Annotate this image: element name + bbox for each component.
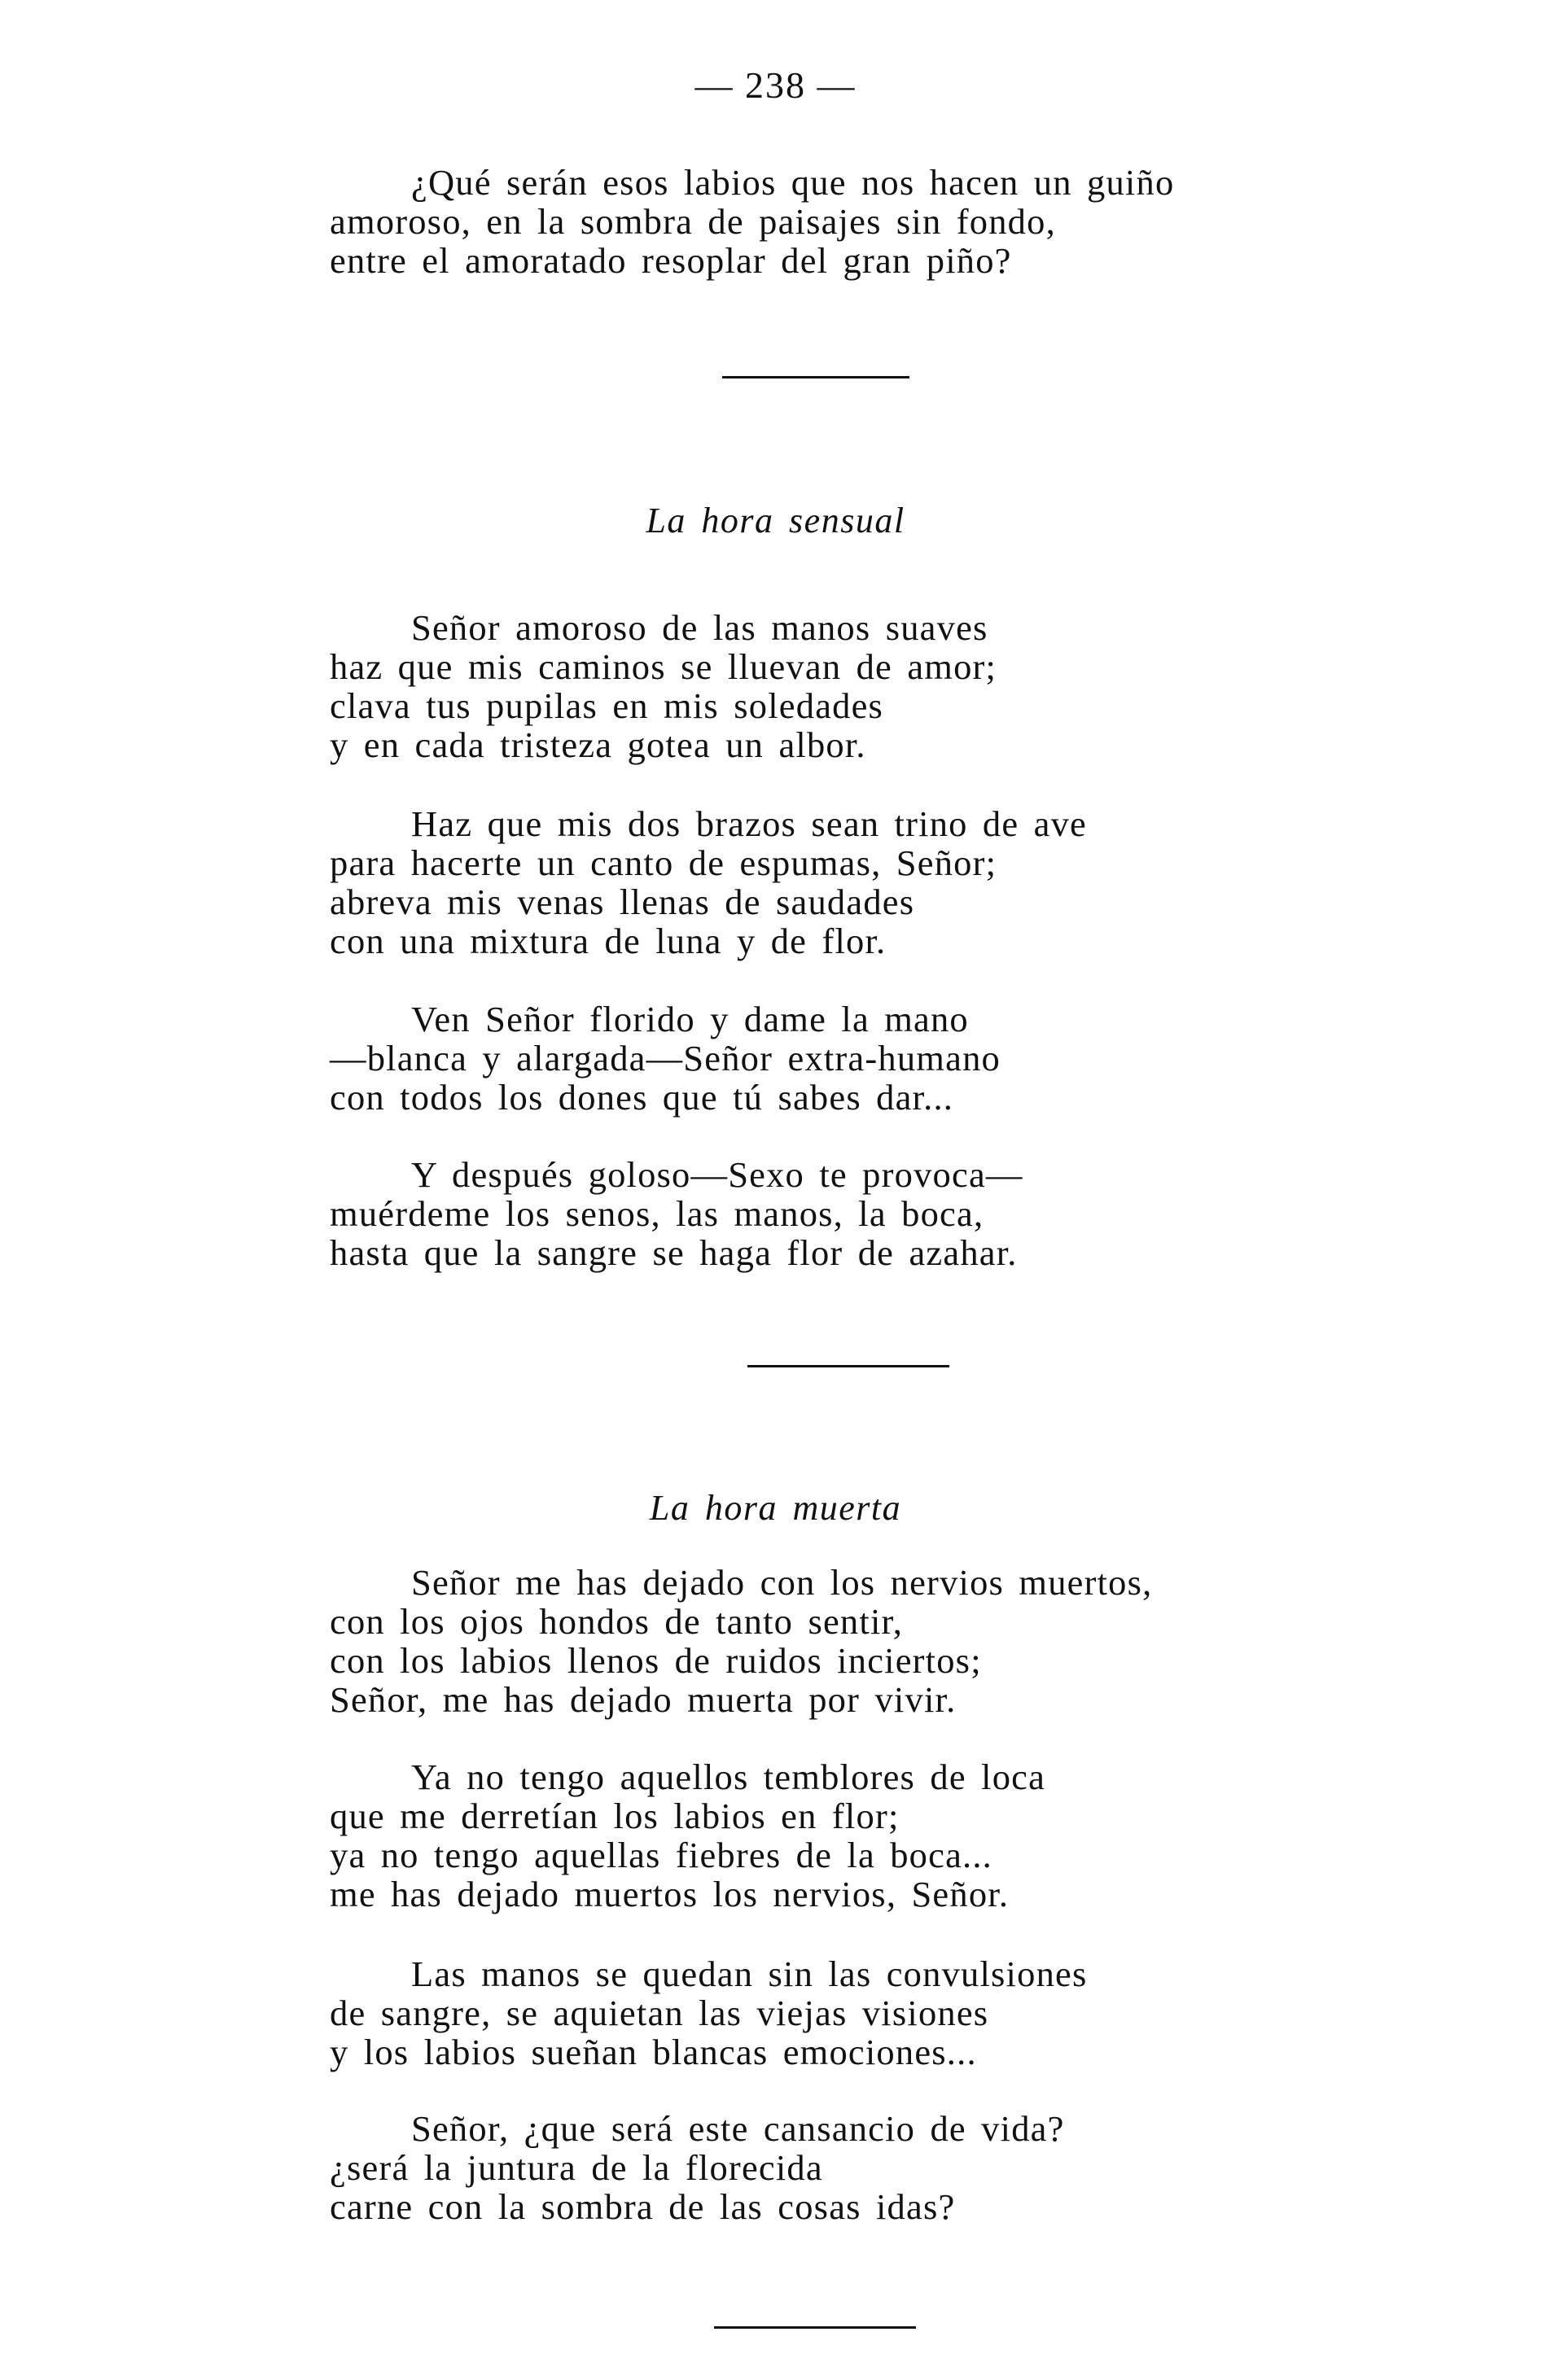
section-divider: [747, 1365, 949, 1367]
verse-line: hasta que la sangre se haga flor de azahar.: [330, 1232, 1018, 1273]
verse-line: para hacerte un canto de espumas, Señor;: [330, 842, 997, 883]
stanza-muerta-3: [330, 1954, 1339, 2072]
poem-title-muerta: La hora muerta: [649, 1488, 902, 1528]
verse-line: Señor, ¿que será este cansancio de vida?: [411, 2108, 1065, 2149]
verse-line: Ven Señor florido y dame la mano: [411, 999, 969, 1039]
verse-line: carne con la sombra de las cosas idas?: [330, 2186, 956, 2227]
verse-line: con los labios llenos de ruidos inciertos;: [330, 1640, 982, 1681]
verse-line: entre el amoratado resoplar del gran piño?: [330, 240, 1012, 281]
verse-line: Las manos se quedan sin las convulsiones: [411, 1953, 1088, 1994]
stanza-muerta-1: [330, 1563, 1339, 1719]
verse-line: y los labios sueñan blancas emociones...: [330, 2032, 977, 2072]
verse-line: de sangre, se aquietan las viejas visiones: [330, 1993, 989, 2033]
verse-line: amoroso, en la sombra de paisajes sin fondo,: [330, 201, 1056, 242]
verse-line: y en cada tristeza gotea un albor.: [330, 724, 866, 765]
section-divider: [714, 2326, 916, 2329]
intro-stanza: [330, 163, 1339, 280]
verse-line: haz que mis caminos se lluevan de amor;: [330, 646, 997, 687]
verse-line: ¿será la juntura de la florecida: [330, 2147, 823, 2188]
verse-line: Señor, me has dejado muerta por vivir.: [330, 1679, 957, 1720]
verse-line: —blanca y alargada—Señor extra-humano: [330, 1038, 1001, 1078]
verse-line: muérdeme los senos, las manos, la boca,: [330, 1193, 984, 1234]
verse-line: abreva mis venas llenas de saudades: [330, 882, 915, 922]
verse-line: con todos los dones que tú sabes dar...: [330, 1077, 954, 1118]
verse-line: ya no tengo aquellas fiebres de la boca...: [330, 1835, 993, 1875]
verse-line: que me derretían los labios en flor;: [330, 1796, 900, 1836]
verse-line: Señor me has dejado con los nervios muertos,: [411, 1562, 1153, 1603]
section-divider: [722, 376, 909, 378]
stanza-sensual-3: [330, 1000, 1339, 1117]
verse-line: Y después goloso—Sexo te provoca—: [411, 1154, 1023, 1195]
page-number: — 238 —: [694, 64, 857, 106]
stanza-sensual-2: [330, 804, 1339, 960]
verse-line: con los ojos hondos de tanto sentir,: [330, 1601, 904, 1642]
poem-title-sensual: La hora sensual: [646, 501, 905, 540]
stanza-muerta-2: [330, 1757, 1339, 1914]
verse-line: con una mixtura de luna y de flor.: [330, 921, 887, 961]
verse-line: ¿Qué serán esos labios que nos hacen un guiño: [411, 162, 1175, 203]
stanza-sensual-4: [330, 1155, 1339, 1272]
verse-line: me has dejado muertos los nervios, Señor.: [330, 1874, 1010, 1914]
verse-line: Haz que mis dos brazos sean trino de ave: [411, 803, 1088, 844]
verse-line: Señor amoroso de las manos suaves: [411, 607, 988, 648]
stanza-sensual-1: [330, 608, 1339, 764]
verse-line: Ya no tengo aquellos temblores de loca: [411, 1757, 1046, 1797]
stanza-muerta-4: [330, 2109, 1339, 2226]
verse-line: clava tus pupilas en mis soledades: [330, 685, 884, 726]
